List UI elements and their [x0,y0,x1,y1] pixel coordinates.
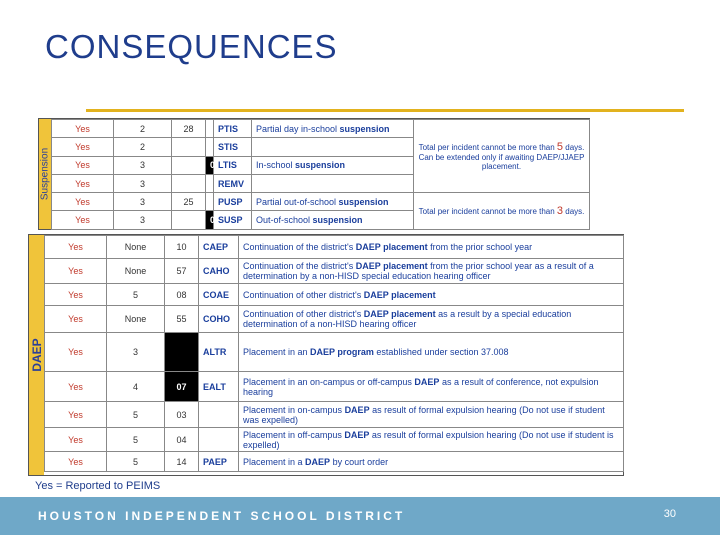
code-num-cell: 3 [114,211,172,229]
reported-cell: Yes [45,372,107,402]
peims-code-cell: 04 [165,428,199,452]
extra-code-cell [172,174,206,192]
black-code-cell [206,138,214,156]
action-code-cell: ALTR [199,333,239,372]
code-num-cell: 3 [114,193,172,211]
table-row [45,333,624,372]
action-code-cell: PAEP [199,452,239,472]
reported-cell: Yes [45,236,107,259]
page-title: CONSEQUENCES [45,28,338,65]
description-cell: Continuation of other district's DAEP placement as a result by a special education determination of a non-HISD hearing officer [239,306,624,333]
code-num-cell: 3 [114,156,172,174]
peims-code-cell: 57 [165,259,199,284]
black-code-cell [206,120,214,138]
days-cell: 5 [107,402,165,428]
note-text: days. [565,206,585,216]
reported-cell: Yes [45,259,107,284]
action-code-cell: LTIS [214,156,252,174]
table-row [45,259,624,284]
table-row [52,120,590,138]
black-code-cell [206,193,214,211]
footnote: Yes = Reported to PEIMS [35,480,161,492]
note-text: Total per incident cannot be more than [418,143,555,153]
table-row [45,452,624,472]
black-code-cell [206,174,214,192]
action-code-cell: STIS [214,138,252,156]
description-cell: Out-of-school suspension [252,211,414,229]
table-row [45,402,624,428]
action-code-cell: EALT [199,372,239,402]
peims-code-cell [165,333,199,372]
reported-cell: Yes [52,138,114,156]
action-code-cell: PTIS [214,120,252,138]
duration-note-3 [414,193,590,230]
code-num-cell: 3 [114,174,172,192]
reported-cell: Yes [45,402,107,428]
peims-code-cell: 08 [165,284,199,306]
table-row [52,193,590,211]
daep-side-label: DAEP [29,235,44,475]
reported-cell: Yes [45,452,107,472]
description-cell: Continuation of other district's DAEP placement [239,284,624,306]
extra-code-cell [172,211,206,229]
reported-cell: Yes [45,284,107,306]
reported-cell: Yes [52,120,114,138]
footer-bar [0,497,720,535]
table-row [45,428,624,452]
description-cell: Placement in off-campus DAEP as result of formal expulsion hearing (Do not use if student is expelled) [239,428,624,452]
description-cell: Placement in an on-campus or off-campus DAEP as a result of conference, not expulsion hearing [239,372,624,402]
table-row [45,306,624,333]
days-cell: None [107,306,165,333]
days-cell: None [107,236,165,259]
extra-code-cell [172,156,206,174]
note-text: days. Can be extended only if awaiting DAEP/JJAEP placement. [418,143,585,172]
description-cell: In-school suspension [252,156,414,174]
action-code-cell: SUSP [214,211,252,229]
code-num-cell: 2 [114,138,172,156]
description-cell: Placement in an DAEP program established under section 37.008 [239,333,624,372]
reported-cell: Yes [45,306,107,333]
code-num-cell: 2 [114,120,172,138]
action-code-cell [199,428,239,452]
action-code-cell: PUSP [214,193,252,211]
peims-code-cell: 03 [165,402,199,428]
description-cell: Partial out-of-school suspension [252,193,414,211]
days-cell: 5 [107,428,165,452]
suspension-table [38,118,590,230]
days-cell: None [107,259,165,284]
peims-code-cell: 55 [165,306,199,333]
black-code-cell: 06 [206,156,214,174]
note-text: Total per incident cannot be more than [418,206,555,216]
reported-cell: Yes [52,174,114,192]
days-cell: 3 [107,333,165,372]
note-limit: 3 [556,204,564,217]
black-code-cell: 05 [206,211,214,229]
extra-code-cell [172,138,206,156]
peims-code-cell: 10 [165,236,199,259]
duration-note-5 [414,120,590,193]
action-code-cell: CAEP [199,236,239,259]
reported-cell: Yes [52,156,114,174]
suspension-side-label: Suspension [39,119,51,229]
action-code-cell: COHO [199,306,239,333]
description-cell: Partial day in-school suspension [252,120,414,138]
description-cell [252,138,414,156]
peims-code-cell: 14 [165,452,199,472]
daep-table [28,234,624,476]
description-cell: Continuation of the district's DAEP placement from the prior school year as a result of a determination by a non-HISD special education hearing officer [239,259,624,284]
description-cell: Placement in on-campus DAEP as result of formal expulsion hearing (Do not use if student was expelled) [239,402,624,428]
page-number: 30 [663,508,676,520]
reported-cell: Yes [52,211,114,229]
note-limit: 5 [556,141,564,154]
days-cell: 4 [107,372,165,402]
description-cell: Placement in a DAEP by court order [239,452,624,472]
table-row [45,236,624,259]
table-row [45,284,624,306]
extra-code-cell: 28 [172,120,206,138]
days-cell: 5 [107,452,165,472]
action-code-cell: REMV [214,174,252,192]
description-cell [252,174,414,192]
action-code-cell: CAHO [199,259,239,284]
days-cell: 5 [107,284,165,306]
table-row [45,372,624,402]
reported-cell: Yes [52,193,114,211]
reported-cell: Yes [45,333,107,372]
extra-code-cell: 25 [172,193,206,211]
action-code-cell [199,402,239,428]
district-name: HOUSTON INDEPENDENT SCHOOL DISTRICT [38,509,406,523]
title-underline [86,109,684,112]
action-code-cell: COAE [199,284,239,306]
peims-code-cell: 07 [165,372,199,402]
reported-cell: Yes [45,428,107,452]
description-cell: Continuation of the district's DAEP placement from the prior school year [239,236,624,259]
